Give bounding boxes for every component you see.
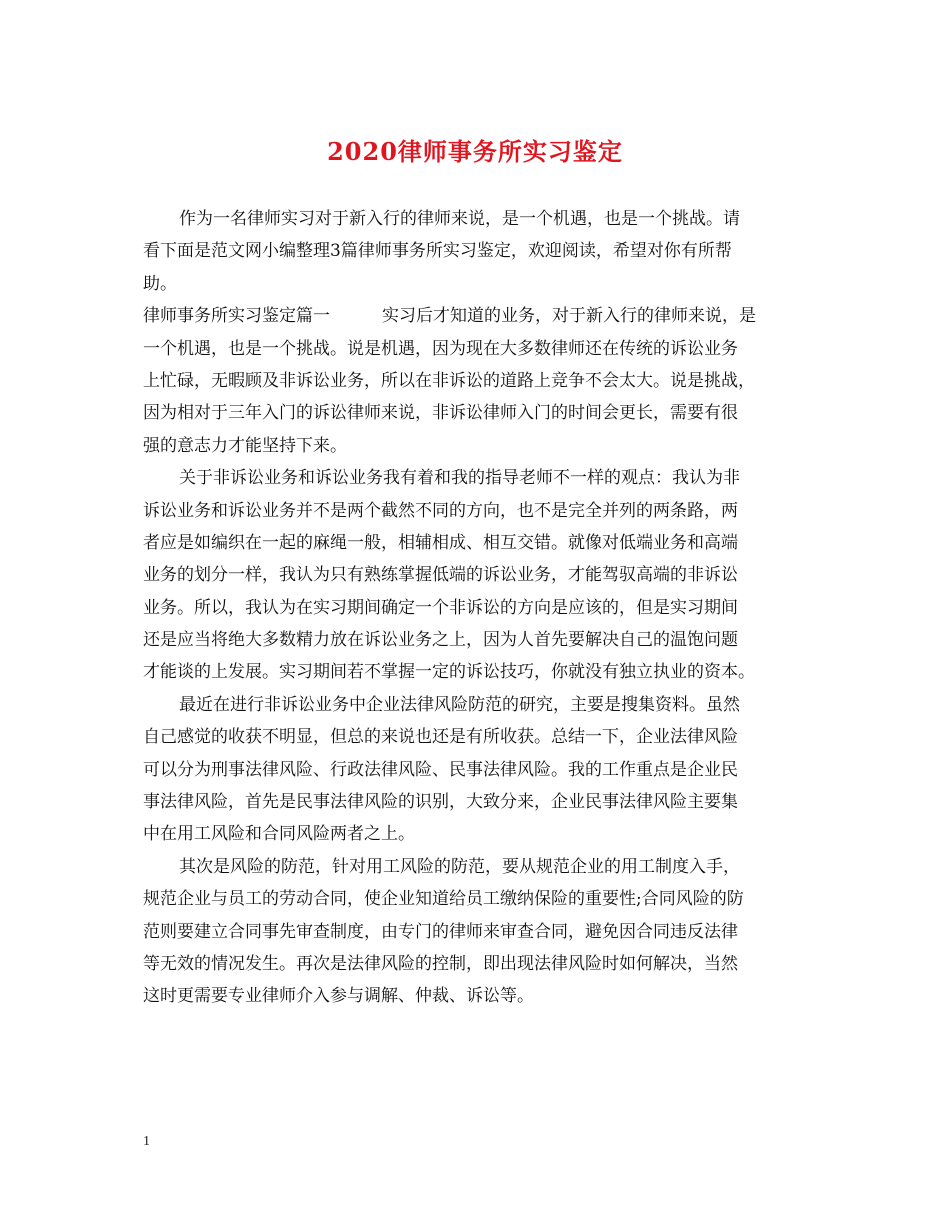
intro-line: 作为一名律师实习对于新入行的律师来说，是一个机遇，也是一个挑战。请: [179, 209, 740, 229]
paragraph-line: 最近在进行非诉讼业务中企业法律风险防范的研究，主要是搜集资料。虽然: [179, 694, 740, 715]
paragraph-line: 事法律风险，首先是民事法律风险的识别，大致分来，企业民事法律风险主要集: [143, 792, 738, 813]
paragraph-line: 一个机遇，也是一个挑战。说是机遇，因为现在大多数律师还在传统的诉讼业务: [143, 338, 738, 359]
paragraph-line: 强的意志力才能坚持下来。: [143, 435, 347, 456]
paragraph-line: 关于非诉讼业务和诉讼业务我有着和我的指导老师不一样的观点：我认为非: [179, 468, 740, 489]
paragraph-line: 中在用工风险和合同风险两者之上。: [143, 824, 415, 845]
paragraph-line: 上忙碌，无暇顾及非诉讼业务，所以在非诉讼的道路上竞争不会太大。说是挑战，: [143, 370, 755, 391]
intro-line: 看下面是范文网小编整理3篇律师事务所实习鉴定，欢迎阅读，希望对你有所帮: [143, 241, 732, 262]
paragraph-line: 才能谈的上发展。实习期间若不掌握一定的诉讼技巧，你就没有独立执业的资本。: [143, 662, 755, 683]
paragraph-line: 这时更需要专业律师介入参与调解、仲裁、诉讼等。: [143, 986, 534, 1007]
paragraph-line: 者应是如编织在一起的麻绳一般，相辅相成、相互交错。就像对低端业务和高端: [143, 532, 738, 553]
section-heading-line: [143, 300, 823, 332]
paragraph-line: 业务。所以，我认为在实习期间确定一个非诉讼的方向是应该的，但是实习期间: [143, 597, 738, 618]
paragraph-line: 诉讼业务和诉讼业务并不是两个截然不同的方向，也不是完全并列的两条路，两: [143, 500, 738, 521]
document-body: [143, 203, 823, 1013]
paragraph-line: 等无效的情况发生。再次是法律风险的控制，即出现法律风险时如何解决，当然: [143, 953, 738, 974]
section-first-text: 实习后才知道的业务，对于新入行的律师来说，是: [382, 306, 756, 327]
paragraph-line: 规范企业与员工的劳动合同，使企业知道给员工缴纳保险的重要性;合同风险的防: [143, 889, 744, 910]
paragraph-line: 业务的划分一样，我认为只有熟练掌握低端的诉讼业务，才能驾驭高端的非诉讼: [143, 565, 738, 586]
paragraph-line: 自己感觉的收获不明显，但总的来说也还是有所收获。总结一下，企业法律风险: [143, 727, 738, 748]
page-number: 1: [143, 1134, 150, 1149]
document-title: 2020律师事务所实习鉴定: [327, 137, 623, 166]
intro-line: 助。: [143, 273, 177, 294]
section-heading: 律师事务所实习鉴定篇一: [143, 306, 330, 327]
paragraph-line: 可以分为刑事法律风险、行政法律风险、民事法律风险。我的工作重点是企业民: [143, 759, 738, 780]
paragraph-line: 因为相对于三年入门的诉讼律师来说，非诉讼律师入门的时间会更长，需要有很: [143, 403, 738, 424]
paragraph-line: 其次是风险的防范，针对用工风险的防范，要从规范企业的用工制度入手，: [179, 856, 740, 877]
paragraph-line: 范则要建立合同事先审查制度，由专门的律师来审查合同，避免因合同违反法律: [143, 921, 738, 942]
paragraph-line: 还是应当将绝大多数精力放在诉讼业务之上，因为人首先要解决自己的温饱问题: [143, 630, 738, 651]
